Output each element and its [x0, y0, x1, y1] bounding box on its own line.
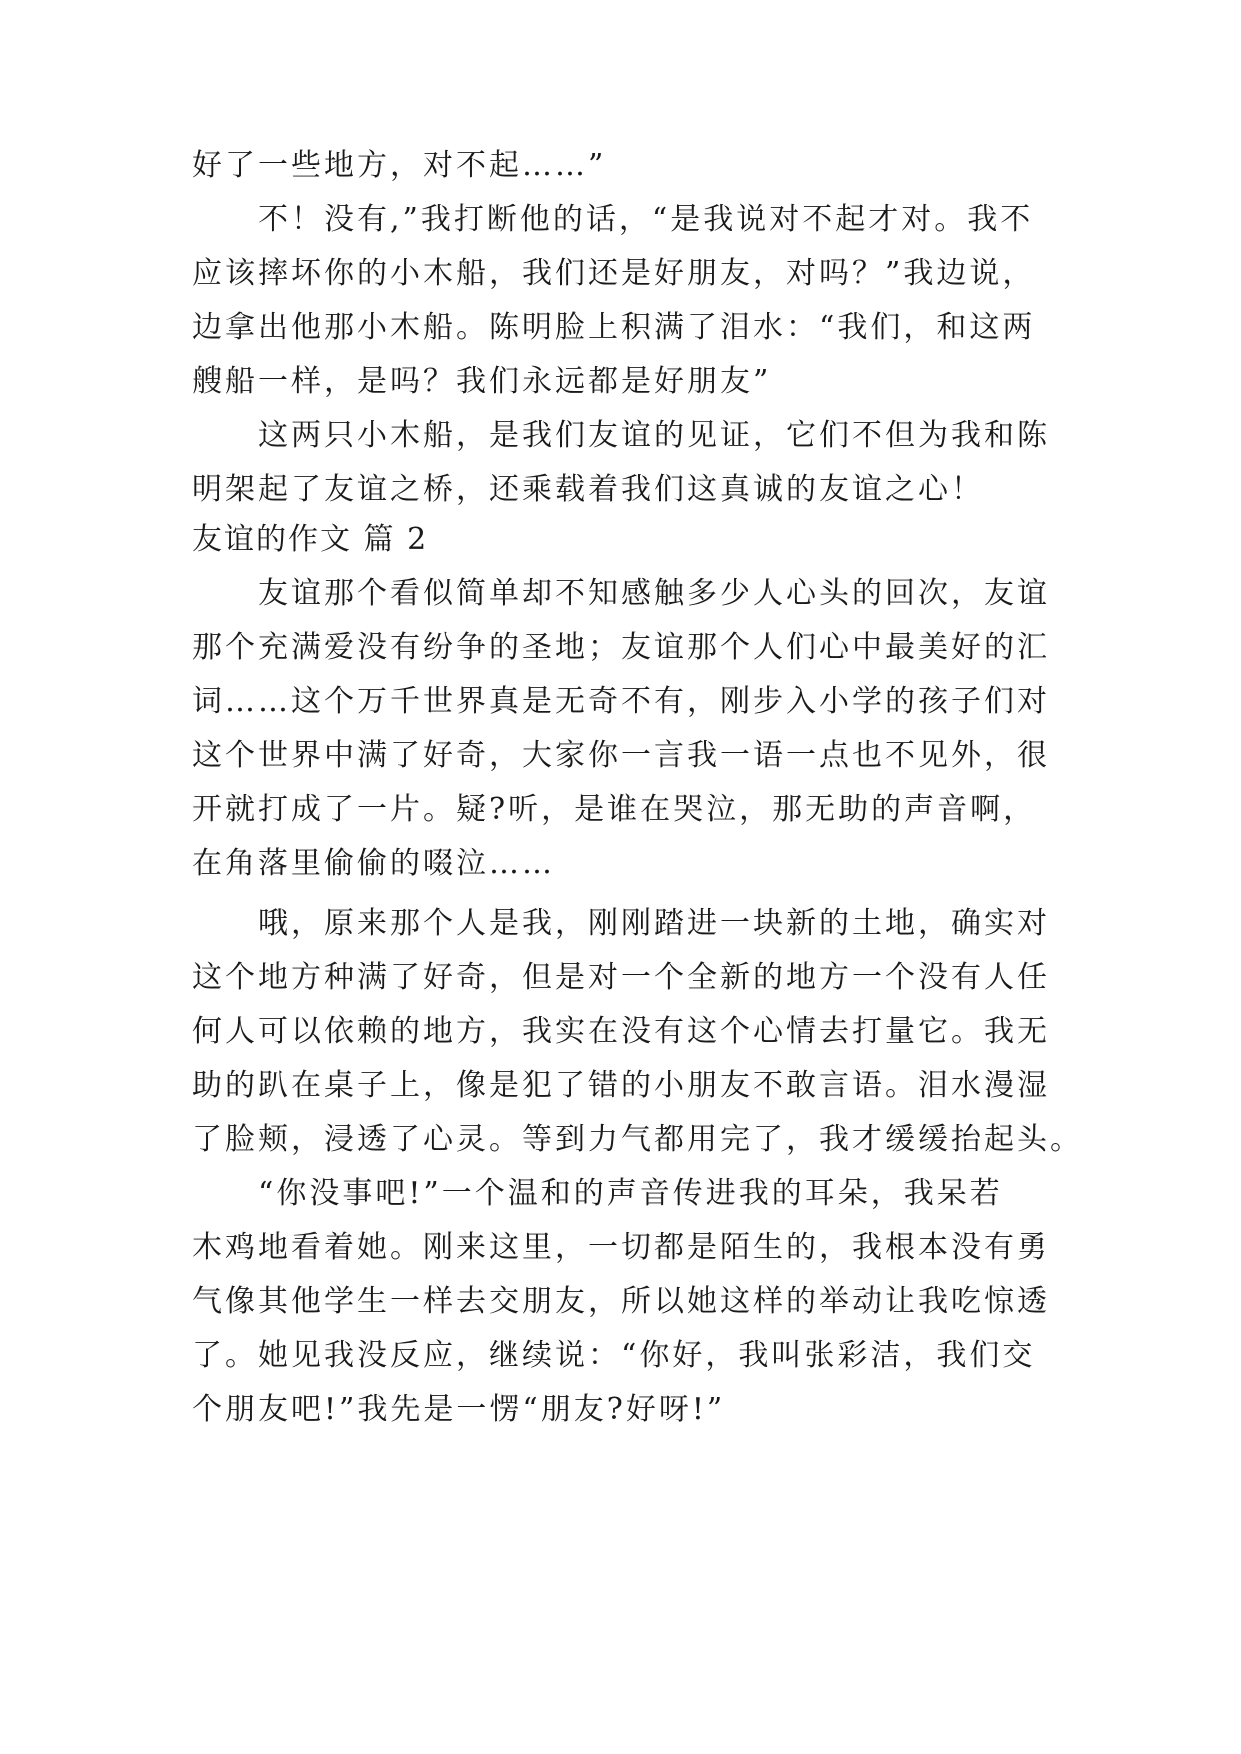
- text-line: 木鸡地看着她。刚来这里，一切都是陌生的，我根本没有勇: [192, 1230, 1050, 1265]
- text-line: 这个世界中满了好奇，大家你一言我一语一点也不见外，很: [192, 738, 1050, 773]
- text-line: 开就打成了一片。疑?听，是谁在哭泣，那无助的声音啊，: [192, 792, 1037, 827]
- text-line: 好了一些地方，对不起……”: [192, 148, 607, 183]
- text-line: 词……这个万千世界真是无奇不有，刚步入小学的孩子们对: [192, 684, 1050, 719]
- paragraph-start-line: “你没事吧!”一个温和的声音传进我的耳朵，我呆若: [258, 1176, 1003, 1211]
- text-line: 在角落里偷偷的啜泣……: [192, 846, 555, 881]
- paragraph-start-line: 不！没有,”我打断他的话，“是我说对不起才对。我不: [258, 202, 1034, 237]
- text-line: 那个充满爱没有纷争的圣地；友谊那个人们心中最美好的汇: [192, 630, 1050, 665]
- text-line: 了。她见我没反应，继续说：“你好，我叫张彩洁，我们交: [192, 1338, 1036, 1373]
- text-line: 何人可以依赖的地方，我实在没有这个心情去打量它。我无: [192, 1014, 1050, 1049]
- paragraph-start-line: 哦，原来那个人是我，刚刚踏进一块新的土地，确实对: [258, 906, 1050, 941]
- text-line: 气像其他学生一样去交朋友，所以她这样的举动让我吃惊透: [192, 1284, 1050, 1319]
- text-line: 了脸颊，浸透了心灵。等到力气都用完了，我才缓缓抬起头。: [192, 1122, 1083, 1157]
- paragraph-start-line: 友谊那个看似简单却不知感触多少人心头的回次，友谊: [258, 576, 1050, 611]
- section-heading: 友谊的作文 篇 2: [192, 522, 429, 557]
- text-line: 艘船一样，是吗？我们永远都是好朋友”: [192, 364, 772, 399]
- text-line: 应该摔坏你的小木船，我们还是好朋友，对吗？”我边说，: [192, 256, 1036, 291]
- paragraph-start-line: 这两只小木船，是我们友谊的见证，它们不但为我和陈: [258, 418, 1050, 453]
- text-line: 这个地方种满了好奇，但是对一个全新的地方一个没有人任: [192, 960, 1050, 995]
- text-line: 助的趴在桌子上，像是犯了错的小朋友不敢言语。泪水漫湿: [192, 1068, 1050, 1103]
- text-line: 边拿出他那小木船。陈明脸上积满了泪水：“我们，和这两: [192, 310, 1036, 345]
- text-line: 明架起了友谊之桥，还乘载着我们这真诚的友谊之心！: [192, 472, 984, 507]
- text-line: 个朋友吧!”我先是一愣“朋友?好呀!”: [192, 1392, 726, 1427]
